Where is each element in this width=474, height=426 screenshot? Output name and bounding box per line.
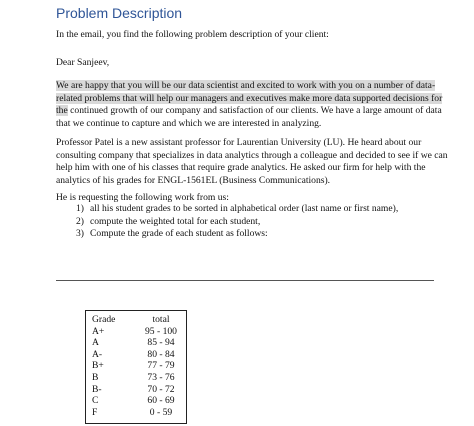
total-cell: 0 - 59 — [149, 406, 173, 418]
header-grade: Grade — [92, 314, 116, 325]
total-cell: 95 - 100 — [145, 325, 177, 337]
grade-cell: C — [92, 395, 99, 407]
task-item — [56, 228, 416, 241]
table-row — [90, 395, 182, 407]
grade-cell: B — [92, 371, 99, 383]
task-number: 1) — [76, 203, 84, 214]
total-cell: 77 - 79 — [147, 360, 175, 372]
grade-table-box — [85, 310, 187, 424]
total-cell: 85 - 94 — [147, 337, 175, 349]
table-row — [90, 407, 182, 419]
grade-cell: B+ — [92, 360, 104, 372]
paragraph-1 — [56, 80, 448, 130]
task-item — [56, 216, 416, 229]
horizontal-rule — [56, 280, 434, 281]
grade-cell: B- — [92, 383, 102, 395]
paragraph-2: Professor Patel is a new assistant professor for Laurentian University (LU). He heard about our consulting company that specializes in data analytics through a colleague and decided to see if we can help him with one of his classes that require grade analytics. He asked our firm for help with the analytics of his grades for ENGL-1561EL (Business Communications). — [56, 137, 448, 186]
paragraph-1-rest: continued growth of our company and satisfaction of our clients. We have a large amount of data that we continue to capture and which we are interested in analyzing. — [56, 105, 442, 129]
header-total: total — [152, 314, 170, 325]
table-row — [90, 384, 182, 396]
grade-table — [90, 314, 182, 418]
total-cell: 80 - 84 — [147, 348, 175, 360]
highlighted-text: We are happy that you will be our data scientist and excited to work with you on a number of data-related problems that will help our managers and executives make more data supported decisions for the — [56, 80, 443, 116]
total-cell: 73 - 76 — [147, 371, 175, 383]
task-number: 2) — [76, 215, 84, 227]
section-heading: Problem Description — [56, 5, 183, 21]
table-row — [90, 360, 182, 372]
table-row — [90, 326, 182, 338]
total-cell: 70 - 72 — [147, 383, 175, 395]
request-intro: He is requesting the following work from us: — [56, 192, 229, 203]
table-row — [90, 349, 182, 361]
grade-cell: A+ — [92, 325, 105, 337]
greeting: Dear Sanjeev, — [56, 57, 110, 68]
total-cell: 60 - 69 — [147, 395, 175, 407]
intro-text: In the email, you find the following problem description of your client: — [56, 29, 329, 40]
table-header-row — [90, 314, 182, 326]
table-row — [90, 337, 182, 349]
grade-cell: F — [92, 406, 98, 418]
task-number: 3) — [76, 228, 84, 239]
grade-cell: A- — [92, 348, 103, 360]
task-text: all his student grades to be sorted in alphabetical order (last name or first name), — [90, 203, 399, 214]
task-list — [56, 203, 416, 241]
grade-cell: A — [92, 337, 99, 349]
table-row — [90, 372, 182, 384]
task-text: compute the weighted total for each student, — [90, 215, 261, 227]
task-text: Compute the grade of each student as follows: — [90, 228, 268, 239]
task-item — [56, 203, 416, 216]
